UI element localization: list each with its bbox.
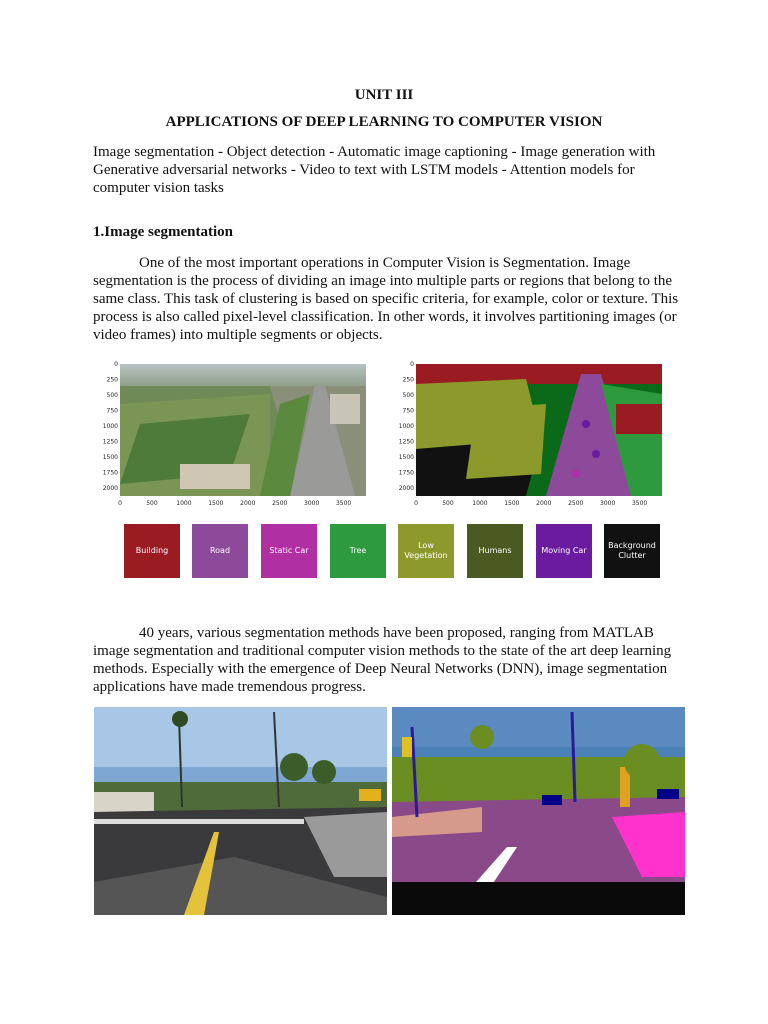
y-tick-label: 1000 [102,423,118,431]
y-tick-label: 750 [106,407,118,415]
x-tick-label: 1000 [472,500,488,507]
y-tick-label: 500 [402,392,414,400]
x-tick-label: 1000 [176,500,192,507]
intro-paragraph: One of the most important operations in Computer Vision is Segmentation. Image segmentation is the process of dividing an image into multiple parts or regions that belong to the same class. This task of clustering is based on specific criteria, for example, color or texture. This process is also called pixel-level classification. In other words, it involves partitioning images (or video frames) into multiple segments or objects. [93,255,679,343]
unit-heading: UNIT III [354,87,414,103]
legend-label: Humans [478,546,512,555]
x-tick-label: 3500 [335,500,352,507]
street-photo [94,707,387,915]
topics-list: Image segmentation - Object detection - Automatic image captioning - Image generation with Generative adversarial networks - Video to text with LSTM models - Attention models for computer vision tasks [93,144,656,196]
legend-building [124,524,180,578]
y-tick-label: 0 [410,361,414,368]
legend-label: Tree [349,546,367,555]
y-tick-label: 1250 [102,438,118,446]
x-tick-label: 0 [118,500,122,507]
section-heading: 1.Image segmentation [93,224,233,240]
y-tick-label: 1000 [398,423,414,431]
aerial-image [120,364,366,496]
y-tick-label: 1250 [398,438,414,446]
y-tick-label: 2000 [398,485,414,493]
legend-static-car [261,524,317,578]
segmentation-mask-plot [395,358,670,508]
legend-moving-car [536,524,592,578]
x-tick-label: 1500 [504,500,520,507]
x-tick-label: 2500 [272,500,288,507]
y-tick-label: 1500 [398,454,414,462]
y-tick-label: 250 [106,376,118,384]
segmentation-mask-image [416,364,662,496]
x-tick-label: 3500 [631,500,648,507]
y-tick-label: 500 [106,392,118,400]
y-tick-label: 750 [402,407,414,415]
x-tick-label: 2500 [568,500,584,507]
x-tick-label: 0 [414,500,418,507]
x-tick-label: 1500 [208,500,224,507]
y-tick-label: 1750 [398,469,414,477]
page-title: APPLICATIONS OF DEEP LEARNING TO COMPUTER VISION [165,114,603,130]
legend-label: Moving Car [541,546,587,555]
legend-label: Low Vegetation [404,541,448,560]
x-tick-label: 2000 [240,500,256,507]
legend-road [192,524,248,578]
legend-label: Road [209,546,231,555]
x-tick-label: 2000 [536,500,552,507]
y-tick-label: 0 [114,361,118,368]
legend-label: Background Clutter [608,541,656,560]
y-tick-label: 2000 [102,485,118,493]
street-segmentation [392,707,685,915]
legend-background-clutter [604,524,660,578]
history-paragraph: 40 years, various segmentation methods have been proposed, ranging from MATLAB image segmentation and traditional computer vision methods to the state of the art deep learning methods. Especially with the emergence of Deep Neural Networks (DNN), image segmentation applications have made tremendous progress. [93,625,672,695]
x-tick-label: 3000 [600,500,616,507]
legend-low-vegetation [398,524,454,578]
x-tick-label: 500 [146,500,158,507]
y-tick-label: 1500 [102,454,118,462]
aerial-photo-plot [95,358,370,508]
x-tick-label: 500 [442,500,454,507]
legend-label: Static Car [269,546,309,555]
y-tick-label: 1750 [102,469,118,477]
x-tick-label: 3000 [304,500,320,507]
legend-label: Building [135,546,169,555]
legend-tree [330,524,386,578]
y-tick-label: 250 [402,376,414,384]
legend-humans [467,524,523,578]
